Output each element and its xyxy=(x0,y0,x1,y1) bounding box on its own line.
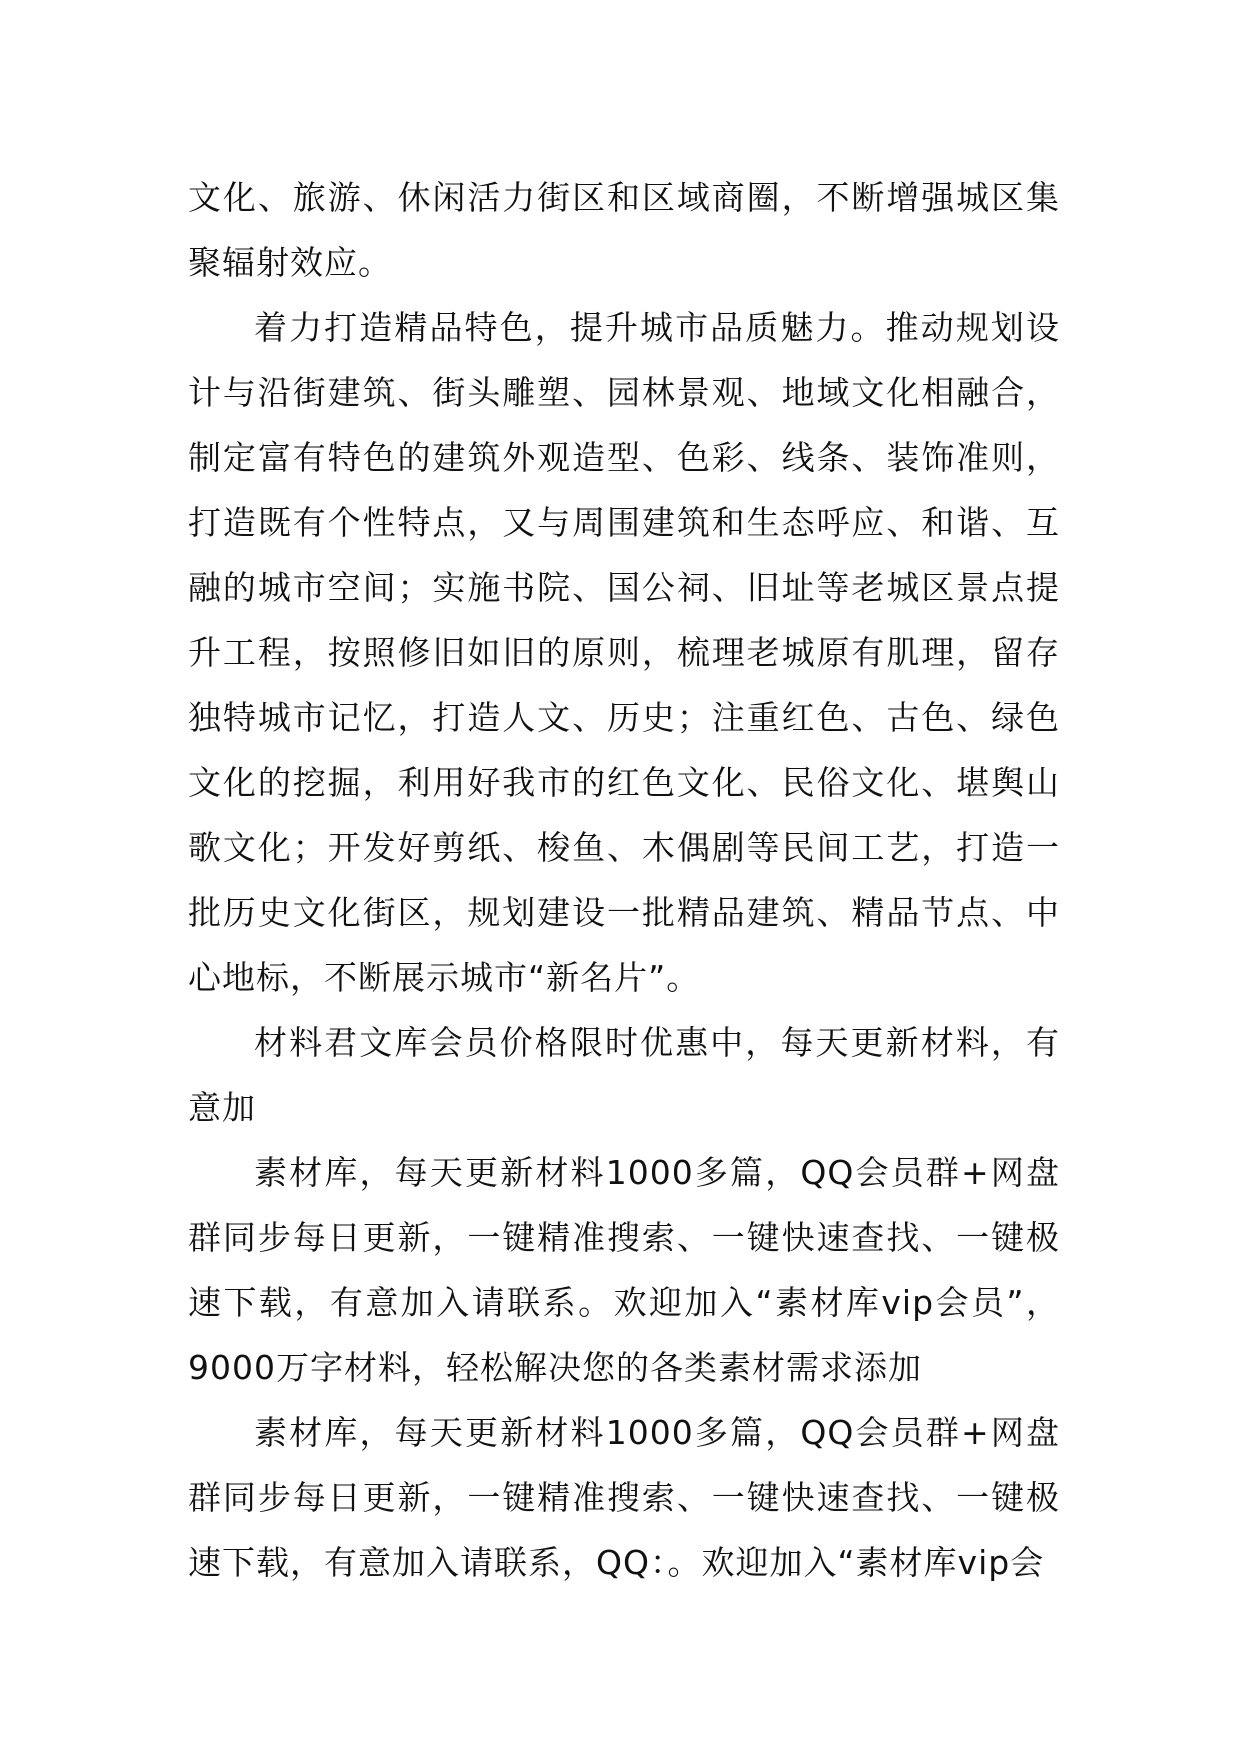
paragraph-1: 文化、旅游、休闲活力街区和区域商圈，不断增强城区集聚辐射效应。 xyxy=(188,178,1060,282)
paragraph-3: 材料君文库会员价格限时优惠中，每天更新材料，有意加 xyxy=(188,1023,1060,1127)
paragraph-5: 素材库，每天更新材料1000多篇，QQ会员群+网盘群同步每日更新，一键精准搜索、一键快速查找、一键极速下载，有意加入请联系，QQ：。欢迎加入“素材库vip会 xyxy=(188,1413,1060,1582)
paragraph-4: 素材库，每天更新材料1000多篇，QQ会员群+网盘群同步每日更新，一键精准搜索、一键快速查找、一键极速下载，有意加入请联系。欢迎加入“素材库vip会员”，9000万字材料，轻松解决您的各类素材需求添加 xyxy=(188,1153,1060,1387)
document-body xyxy=(188,165,1060,1595)
paragraph-2: 着力打造精品特色，提升城市品质魅力。推动规划设计与沿街建筑、街头雕塑、园林景观、地域文化相融合，制定富有特色的建筑外观造型、色彩、线条、装饰准则，打造既有个性特点，又与周围建筑和生态呼应、和谐、互融的城市空间；实施书院、国公祠、旧址等老城区景点提升工程，按照修旧如旧的原则，梳理老城原有肌理，留存独特城市记忆，打造人文、历史；注重红色、古色、绿色文化的挖掘，利用好我市的红色文化、民俗文化、堪舆山歌文化；开发好剪纸、梭鱼、木偶剧等民间工艺，打造一批历史文化街区，规划建设一批精品建筑、精品节点、中心地标，不断展示城市“新名片”。 xyxy=(188,308,1060,997)
